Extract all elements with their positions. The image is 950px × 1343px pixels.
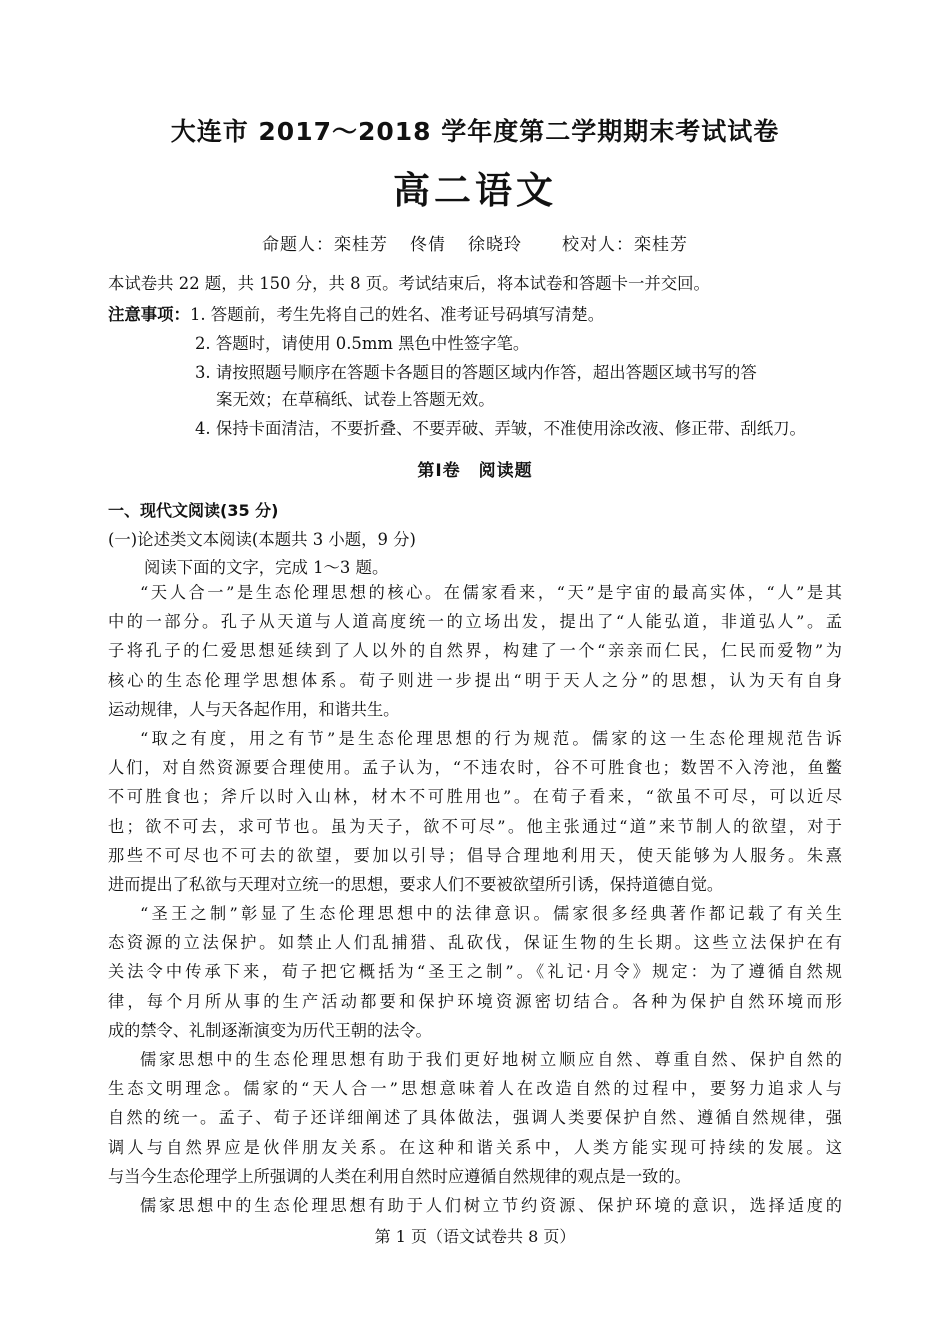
passage-line: 不可胜食也；斧斤以时入山林，材木不可胜用也”。在荀子看来，“欲虽不可尽，可以近尽 [108, 787, 842, 807]
passage-paragraph [108, 1045, 842, 1191]
notes-first-line [108, 301, 604, 325]
passage-line: 那些不可尽也不可去的欲望，要加以引导；倡导合理地利用天，使天能够为人服务。朱熹 [108, 845, 842, 865]
passage-line: 儒家思想中的生态伦理思想有助于人们树立节约资源、保护环境的意识，选择适度的 [140, 1196, 842, 1215]
subject-title: 高二语文 [393, 169, 557, 212]
passage-line: 自然的统一。孟子、荀子还详细阐述了具体做法，强调人类要保护自然、遵循自然规律，强 [108, 1108, 842, 1128]
passage-line: 成的禁令、礼制逐渐演变为历代王朝的法令。 [108, 1020, 432, 1040]
note-item: 4. 保持卡面清洁，不要折叠、不要弄破、弄皱，不准使用涂改液、修正带、刮纸刀。 [195, 419, 806, 438]
passage-line: 关法令中传承下来，荀子把它概括为“圣王之制”。《礼记·月令》规定：为了遵循自然规 [108, 962, 842, 982]
passage-line: 也；欲不可去，求可节也。虽为天子，欲不可尽”。他主张通过“道”来节制人的欲望，对于 [108, 816, 842, 836]
passage-line: 中的一部分。孔子从天道与人道高度统一的立场出发，提出了“人能弘道，非道弘人”。孟 [108, 612, 842, 632]
passage-paragraph [108, 1191, 842, 1220]
passage-paragraph [108, 724, 842, 899]
exam-title: 大连市 2017～2018 学年度第二学期期末考试试卷 [170, 117, 780, 146]
passage-line: 儒家思想中的生态伦理思想有助于我们更好地树立顺应自然、尊重自然、保护自然的 [140, 1050, 842, 1069]
note-item: 1. 答题前，考生先将自己的姓名、准考证号码填写清楚。 [189, 305, 605, 324]
passage-line: 态资源的立法保护。如禁止人们乱捕猎、乱砍伐，保证生物的生长期。这些立法保护在有 [108, 933, 842, 953]
author-name: 佟倩 [410, 235, 446, 255]
reading-instruction: 阅读下面的文字，完成 1～3 题。 [144, 558, 389, 577]
proofreader: 校对人：栾桂芳 [562, 235, 688, 255]
page-footer: 第 1 页（语文试卷共 8 页） [374, 1227, 576, 1246]
passage-line: “天人合一”是生态伦理思想的核心。在儒家看来，“天”是宇宙的最高实体，“人”是其 [140, 583, 842, 602]
passage-line: 调人与自然界应是伙伴朋友关系。在这种和谐关系中，人类方能实现可持续的发展。这 [108, 1137, 842, 1157]
passage-line: “取之有度，用之有节”是生态伦理思想的行为规范。儒家的这一生态伦理规范告诉 [140, 729, 842, 748]
exam-intro: 本试卷共 22 题，共 150 分，共 8 页。考试结束后，将本试卷和答题卡一并交回。 [108, 274, 710, 293]
note-item: 2. 答题时，请使用 0.5mm 黑色中性签字笔。 [195, 334, 530, 353]
passage-line: 核心的生态伦理学思想体系。荀子则进一步提出“明于天人之分”的思想，认为天有自身 [108, 670, 842, 690]
question-setter: 命题人：栾桂芳 [262, 235, 388, 255]
passage-line: 进而提出了私欲与天理对立统一的思想，要求人们不要被欲望所引诱，保持道德自觉。 [108, 874, 724, 894]
passage-paragraph [108, 899, 842, 1045]
author-name: 徐晓玲 [468, 235, 522, 255]
passage-line: 运动规律，人与天各起作用，和谐共生。 [108, 699, 400, 719]
section-title: 第Ⅰ卷 阅读题 [417, 461, 533, 481]
passage-line: 生态文明理念。儒家的“天人合一”思想意味着人在改造自然的过程中，要努力追求人与 [108, 1079, 842, 1099]
note-item: 3. 请按照题号顺序在答题卡各题目的答题区域内作答，超出答题区域书写的答 [195, 363, 757, 382]
passage-line: 人们，对自然资源要合理使用。孟子认为，“不违农时，谷不可胜食也；数罟不入洿池，鱼鳖 [108, 758, 842, 778]
passage-line: “圣王之制”彰显了生态伦理思想中的法律意识。儒家很多经典著作都记载了有关生 [140, 904, 842, 923]
passage-line: 律，每个月所从事的生产活动都要和保护环境资源密切结合。各种为保护自然环境而形 [108, 991, 842, 1011]
passage-line: 子将孔子的仁爱思想延续到了人以外的自然界，构建了一个“亲亲而仁民，仁民而爱物”为 [108, 641, 842, 661]
passage-line: 与当今生态伦理学上所强调的人类在利用自然时应遵循自然规律的观点是一致的。 [108, 1166, 691, 1186]
notes-label: 注意事项： [108, 305, 190, 324]
authors-line [0, 230, 950, 255]
passage-paragraph [108, 578, 842, 724]
subpart-heading: (一)论述类文本阅读(本题共 3 小题，9 分) [108, 530, 416, 549]
part-heading: 一、现代文阅读(35 分) [108, 501, 279, 520]
note-item-continued: 案无效；在草稿纸、试卷上答题无效。 [216, 390, 495, 409]
